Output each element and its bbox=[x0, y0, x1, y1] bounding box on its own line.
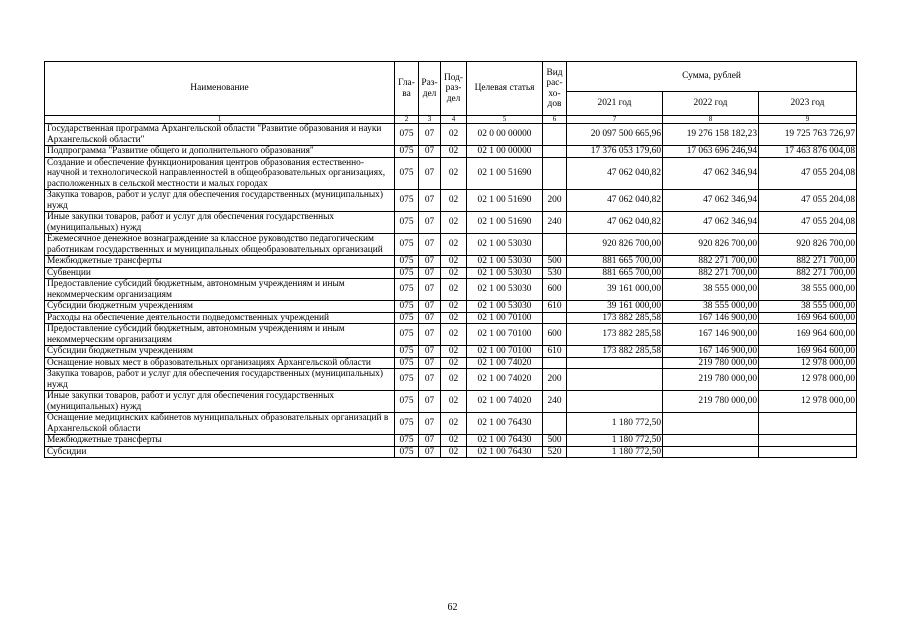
row-glava: 075 bbox=[395, 301, 419, 313]
row-name: Государственная программа Архангельской области "Развитие образования и науки Архангельской области" bbox=[45, 124, 395, 146]
row-vid: 240 bbox=[543, 391, 567, 413]
row-podrazdel: 02 bbox=[441, 435, 467, 447]
row-name: Оснащение медицинских кабинетов муниципальных образовательных организаций в Архангельской области bbox=[45, 413, 395, 435]
row-sum-2022: 47 062 346,94 bbox=[663, 190, 759, 212]
row-sum-2023: 19 725 763 726,97 bbox=[759, 124, 857, 146]
row-sum-2022: 167 146 900,00 bbox=[663, 324, 759, 346]
col-header-year-2023: 2023 год bbox=[759, 92, 857, 116]
row-glava: 075 bbox=[395, 190, 419, 212]
table-row bbox=[45, 413, 857, 435]
row-glava: 075 bbox=[395, 435, 419, 447]
row-celevaya: 02 1 00 53030 bbox=[467, 301, 543, 313]
row-sum-2022: 17 063 696 246,94 bbox=[663, 146, 759, 158]
row-celevaya: 02 1 00 70100 bbox=[467, 312, 543, 324]
table-row bbox=[45, 256, 857, 268]
row-podrazdel: 02 bbox=[441, 312, 467, 324]
row-vid bbox=[543, 312, 567, 324]
row-razdel: 07 bbox=[419, 146, 441, 158]
row-glava: 075 bbox=[395, 346, 419, 358]
row-podrazdel: 02 bbox=[441, 267, 467, 279]
row-sum-2021: 1 180 772,50 bbox=[567, 413, 663, 435]
row-vid: 600 bbox=[543, 324, 567, 346]
row-sum-2023: 47 055 204,08 bbox=[759, 212, 857, 234]
row-razdel: 07 bbox=[419, 324, 441, 346]
row-razdel: 07 bbox=[419, 413, 441, 435]
row-podrazdel: 02 bbox=[441, 124, 467, 146]
table-row bbox=[45, 212, 857, 234]
col-number: 7 bbox=[567, 116, 663, 124]
row-sum-2021: 1 180 772,50 bbox=[567, 446, 663, 458]
row-podrazdel: 02 bbox=[441, 157, 467, 190]
table-row bbox=[45, 267, 857, 279]
row-sum-2023: 38 555 000,00 bbox=[759, 279, 857, 301]
row-name: Иные закупки товаров, работ и услуг для обеспечения государственных (муниципальных) нужд bbox=[45, 212, 395, 234]
row-podrazdel: 02 bbox=[441, 190, 467, 212]
row-razdel: 07 bbox=[419, 157, 441, 190]
row-glava: 075 bbox=[395, 256, 419, 268]
row-vid bbox=[543, 146, 567, 158]
row-celevaya: 02 1 00 00000 bbox=[467, 146, 543, 158]
row-sum-2022: 920 826 700,00 bbox=[663, 234, 759, 256]
row-celevaya: 02 1 00 51690 bbox=[467, 212, 543, 234]
row-sum-2021: 173 882 285,58 bbox=[567, 312, 663, 324]
row-sum-2022: 167 146 900,00 bbox=[663, 346, 759, 358]
row-sum-2021: 39 161 000,00 bbox=[567, 279, 663, 301]
col-header-razdel: Раз-дел bbox=[419, 62, 441, 116]
row-sum-2021 bbox=[567, 357, 663, 369]
row-celevaya: 02 1 00 74020 bbox=[467, 391, 543, 413]
row-celevaya: 02 1 00 53030 bbox=[467, 234, 543, 256]
row-vid bbox=[543, 234, 567, 256]
row-razdel: 07 bbox=[419, 279, 441, 301]
row-glava: 075 bbox=[395, 267, 419, 279]
table-row bbox=[45, 190, 857, 212]
row-razdel: 07 bbox=[419, 446, 441, 458]
row-sum-2023: 12 978 000,00 bbox=[759, 391, 857, 413]
row-razdel: 07 bbox=[419, 435, 441, 447]
row-name: Расходы на обеспечение деятельности подведомственных учреждений bbox=[45, 312, 395, 324]
row-celevaya: 02 1 00 76430 bbox=[467, 435, 543, 447]
table-body bbox=[45, 124, 857, 458]
row-celevaya: 02 1 00 70100 bbox=[467, 324, 543, 346]
row-podrazdel: 02 bbox=[441, 357, 467, 369]
row-podrazdel: 02 bbox=[441, 146, 467, 158]
col-number: 8 bbox=[663, 116, 759, 124]
row-sum-2021: 881 665 700,00 bbox=[567, 256, 663, 268]
row-podrazdel: 02 bbox=[441, 446, 467, 458]
col-number: 9 bbox=[759, 116, 857, 124]
row-vid: 520 bbox=[543, 446, 567, 458]
row-vid: 610 bbox=[543, 346, 567, 358]
row-sum-2021: 47 062 040,82 bbox=[567, 157, 663, 190]
row-name: Ежемесячное денежное вознаграждение за классное руководство педагогическим работникам государственных и муниципальных общеобразовательных организаций bbox=[45, 234, 395, 256]
row-sum-2022 bbox=[663, 446, 759, 458]
col-header-glava: Гла-ва bbox=[395, 62, 419, 116]
table-row bbox=[45, 301, 857, 313]
page-number: 62 bbox=[447, 602, 458, 613]
row-sum-2022 bbox=[663, 435, 759, 447]
row-name: Субвенции bbox=[45, 267, 395, 279]
row-razdel: 07 bbox=[419, 369, 441, 391]
table-row bbox=[45, 234, 857, 256]
row-sum-2023: 38 555 000,00 bbox=[759, 301, 857, 313]
row-name: Подпрограмма "Развитие общего и дополнительного образования" bbox=[45, 146, 395, 158]
row-name: Субсидии бюджетным учреждениям bbox=[45, 346, 395, 358]
table-row bbox=[45, 346, 857, 358]
row-name: Иные закупки товаров, работ и услуг для обеспечения государственных (муниципальных) нужд bbox=[45, 391, 395, 413]
row-celevaya: 02 1 00 76430 bbox=[467, 413, 543, 435]
row-celevaya: 02 1 00 76430 bbox=[467, 446, 543, 458]
col-header-celevaya: Целевая статья bbox=[467, 62, 543, 116]
row-sum-2021 bbox=[567, 369, 663, 391]
row-razdel: 07 bbox=[419, 301, 441, 313]
row-podrazdel: 02 bbox=[441, 391, 467, 413]
row-sum-2021: 20 097 500 665,96 bbox=[567, 124, 663, 146]
row-glava: 075 bbox=[395, 413, 419, 435]
row-podrazdel: 02 bbox=[441, 256, 467, 268]
row-celevaya: 02 1 00 70100 bbox=[467, 346, 543, 358]
table-row bbox=[45, 146, 857, 158]
row-name: Предоставление субсидий бюджетным, автономным учреждениям и иным некоммерческим организациям bbox=[45, 324, 395, 346]
row-sum-2023: 12 978 000,00 bbox=[759, 357, 857, 369]
table-row bbox=[45, 124, 857, 146]
row-sum-2022: 882 271 700,00 bbox=[663, 267, 759, 279]
row-sum-2023: 169 964 600,00 bbox=[759, 324, 857, 346]
row-vid: 240 bbox=[543, 212, 567, 234]
table-row bbox=[45, 391, 857, 413]
col-number: 5 bbox=[467, 116, 543, 124]
row-podrazdel: 02 bbox=[441, 234, 467, 256]
row-sum-2023 bbox=[759, 446, 857, 458]
table-row bbox=[45, 157, 857, 190]
row-sum-2022: 219 780 000,00 bbox=[663, 369, 759, 391]
row-celevaya: 02 1 00 51690 bbox=[467, 190, 543, 212]
col-header-year-2021: 2021 год bbox=[567, 92, 663, 116]
col-number: 1 bbox=[45, 116, 395, 124]
row-sum-2021: 17 376 053 179,60 bbox=[567, 146, 663, 158]
row-vid: 200 bbox=[543, 190, 567, 212]
row-podrazdel: 02 bbox=[441, 369, 467, 391]
table-row bbox=[45, 279, 857, 301]
row-name: Субсидии бюджетным учреждениям bbox=[45, 301, 395, 313]
row-vid bbox=[543, 413, 567, 435]
row-sum-2021: 173 882 285,58 bbox=[567, 346, 663, 358]
row-vid: 200 bbox=[543, 369, 567, 391]
table-row bbox=[45, 324, 857, 346]
row-sum-2021 bbox=[567, 391, 663, 413]
row-sum-2023: 169 964 600,00 bbox=[759, 312, 857, 324]
row-name: Закупка товаров, работ и услуг для обеспечения государственных (муниципальных) нужд bbox=[45, 369, 395, 391]
col-header-name: Наименование bbox=[45, 62, 395, 116]
row-glava: 075 bbox=[395, 391, 419, 413]
table-row bbox=[45, 357, 857, 369]
row-celevaya: 02 1 00 74020 bbox=[467, 357, 543, 369]
row-razdel: 07 bbox=[419, 312, 441, 324]
row-sum-2023: 47 055 204,08 bbox=[759, 157, 857, 190]
row-glava: 075 bbox=[395, 369, 419, 391]
row-sum-2022: 882 271 700,00 bbox=[663, 256, 759, 268]
row-razdel: 07 bbox=[419, 267, 441, 279]
col-number: 2 bbox=[395, 116, 419, 124]
row-sum-2022: 38 555 000,00 bbox=[663, 279, 759, 301]
col-header-year-2022: 2022 год bbox=[663, 92, 759, 116]
row-razdel: 07 bbox=[419, 391, 441, 413]
row-sum-2023 bbox=[759, 413, 857, 435]
row-glava: 075 bbox=[395, 146, 419, 158]
row-razdel: 07 bbox=[419, 124, 441, 146]
row-razdel: 07 bbox=[419, 346, 441, 358]
row-name: Оснащение новых мест в образовательных организациях Архангельской области bbox=[45, 357, 395, 369]
row-sum-2022: 47 062 346,94 bbox=[663, 157, 759, 190]
row-celevaya: 02 0 00 00000 bbox=[467, 124, 543, 146]
row-name: Создание и обеспечение функционирования центров образования естественно-научной и технологической направленностей в общеобразовательных организациях, расположенных в сельской местности и малых городах bbox=[45, 157, 395, 190]
row-sum-2021: 920 826 700,00 bbox=[567, 234, 663, 256]
row-vid bbox=[543, 357, 567, 369]
table-row bbox=[45, 435, 857, 447]
row-podrazdel: 02 bbox=[441, 279, 467, 301]
row-celevaya: 02 1 00 51690 bbox=[467, 157, 543, 190]
row-name: Межбюджетные трансферты bbox=[45, 256, 395, 268]
row-vid: 610 bbox=[543, 301, 567, 313]
row-glava: 075 bbox=[395, 124, 419, 146]
row-sum-2022: 219 780 000,00 bbox=[663, 357, 759, 369]
row-sum-2021: 47 062 040,82 bbox=[567, 212, 663, 234]
row-glava: 075 bbox=[395, 357, 419, 369]
row-sum-2022: 219 780 000,00 bbox=[663, 391, 759, 413]
col-header-summa: Сумма, рублей bbox=[567, 62, 857, 92]
row-vid: 500 bbox=[543, 435, 567, 447]
row-glava: 075 bbox=[395, 446, 419, 458]
column-number-row bbox=[45, 116, 857, 124]
row-podrazdel: 02 bbox=[441, 413, 467, 435]
row-glava: 075 bbox=[395, 157, 419, 190]
row-podrazdel: 02 bbox=[441, 301, 467, 313]
row-celevaya: 02 1 00 53030 bbox=[467, 279, 543, 301]
row-razdel: 07 bbox=[419, 190, 441, 212]
row-razdel: 07 bbox=[419, 234, 441, 256]
row-sum-2023 bbox=[759, 435, 857, 447]
row-vid bbox=[543, 157, 567, 190]
row-name: Межбюджетные трансферты bbox=[45, 435, 395, 447]
row-razdel: 07 bbox=[419, 212, 441, 234]
col-number: 6 bbox=[543, 116, 567, 124]
col-header-vid: Вид рас-хо-дов bbox=[543, 62, 567, 116]
row-celevaya: 02 1 00 53030 bbox=[467, 256, 543, 268]
row-glava: 075 bbox=[395, 212, 419, 234]
row-podrazdel: 02 bbox=[441, 346, 467, 358]
row-razdel: 07 bbox=[419, 256, 441, 268]
row-vid: 600 bbox=[543, 279, 567, 301]
row-sum-2022 bbox=[663, 413, 759, 435]
row-sum-2023: 169 964 600,00 bbox=[759, 346, 857, 358]
row-name: Закупка товаров, работ и услуг для обеспечения государственных (муниципальных) нужд bbox=[45, 190, 395, 212]
row-sum-2021: 39 161 000,00 bbox=[567, 301, 663, 313]
row-sum-2023: 47 055 204,08 bbox=[759, 190, 857, 212]
col-number: 4 bbox=[441, 116, 467, 124]
col-number: 3 bbox=[419, 116, 441, 124]
row-sum-2023: 17 463 876 004,08 bbox=[759, 146, 857, 158]
row-glava: 075 bbox=[395, 234, 419, 256]
row-name: Субсидии bbox=[45, 446, 395, 458]
row-sum-2022: 19 276 158 182,23 bbox=[663, 124, 759, 146]
row-sum-2023: 882 271 700,00 bbox=[759, 256, 857, 268]
table-row bbox=[45, 446, 857, 458]
row-vid: 530 bbox=[543, 267, 567, 279]
row-sum-2021: 47 062 040,82 bbox=[567, 190, 663, 212]
row-glava: 075 bbox=[395, 312, 419, 324]
row-vid: 500 bbox=[543, 256, 567, 268]
table-row bbox=[45, 312, 857, 324]
row-sum-2023: 882 271 700,00 bbox=[759, 267, 857, 279]
row-glava: 075 bbox=[395, 324, 419, 346]
row-razdel: 07 bbox=[419, 357, 441, 369]
col-header-podrazdel: Под-раз-дел bbox=[441, 62, 467, 116]
row-sum-2023: 920 826 700,00 bbox=[759, 234, 857, 256]
table-row bbox=[45, 369, 857, 391]
row-celevaya: 02 1 00 74020 bbox=[467, 369, 543, 391]
row-glava: 075 bbox=[395, 279, 419, 301]
row-sum-2021: 1 180 772,50 bbox=[567, 435, 663, 447]
row-celevaya: 02 1 00 53030 bbox=[467, 267, 543, 279]
row-sum-2021: 173 882 285,58 bbox=[567, 324, 663, 346]
row-sum-2022: 47 062 346,94 bbox=[663, 212, 759, 234]
row-podrazdel: 02 bbox=[441, 212, 467, 234]
row-sum-2022: 167 146 900,00 bbox=[663, 312, 759, 324]
row-vid bbox=[543, 124, 567, 146]
row-sum-2021: 881 665 700,00 bbox=[567, 267, 663, 279]
row-sum-2023: 12 978 000,00 bbox=[759, 369, 857, 391]
row-podrazdel: 02 bbox=[441, 324, 467, 346]
budget-table bbox=[44, 61, 857, 458]
row-name: Предоставление субсидий бюджетным, автономным учреждениям и иным некоммерческим организациям bbox=[45, 279, 395, 301]
row-sum-2022: 38 555 000,00 bbox=[663, 301, 759, 313]
